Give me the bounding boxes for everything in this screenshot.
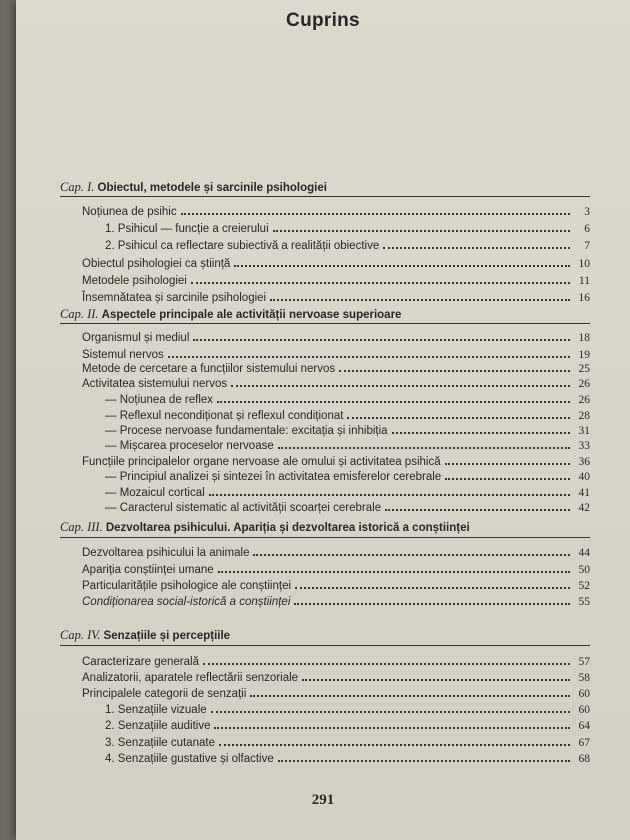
entry-label: Organismul și mediul: [82, 332, 190, 344]
entry-label: — Principiul analizei și sintezei în activitatea emisferelor cerebrale: [105, 471, 442, 483]
entry-page: 40: [578, 471, 590, 483]
entry-label: 2. Senzațiile auditive: [105, 720, 211, 732]
toc-entry[interactable]: [82, 273, 590, 287]
chapter-title: Dezvoltarea psihicului. Apariția și dezvoltarea istorică a conștiinței: [105, 522, 470, 534]
chapter-number: Cap. IV.: [60, 628, 101, 642]
entry-page: 3: [584, 206, 590, 218]
entry-label: — Procese nervoase fundamentale: excitația și inhibiția: [105, 425, 388, 437]
entry-page: 16: [578, 292, 590, 304]
leader-dots: [445, 469, 570, 480]
entry-label: Metode de cercetare a funcțiilor sistemului nervos: [82, 363, 336, 375]
entry-page: 26: [578, 378, 590, 390]
leader-dots: [445, 454, 570, 465]
chapter-number: Cap. III.: [60, 520, 103, 534]
entry-label: Metodele psihologiei: [82, 275, 187, 287]
leader-dots: [193, 330, 570, 341]
entry-page: 58: [578, 672, 590, 684]
leader-dots: [191, 273, 570, 284]
entry-label: Activitatea sistemului nervos: [82, 378, 228, 390]
entry-label: 2. Psihicul ca reflectare subiectivă a realității obiective: [105, 240, 380, 252]
entry-page: 6: [584, 223, 590, 235]
chapter-title: Aspectele principale ale activității nervoase superioare: [101, 309, 402, 321]
entry-page: 18: [578, 332, 590, 344]
entry-label: Caracterizare generală: [82, 656, 199, 668]
entry-page: 52: [578, 580, 590, 592]
toc-entry[interactable]: [105, 469, 590, 483]
chapter-title: Obiectul, metodele și sarcinile psihologiei: [97, 182, 327, 194]
toc-entry[interactable]: [105, 751, 590, 765]
leader-dots: [253, 545, 570, 556]
leader-dots: [168, 347, 570, 358]
entry-page: 25: [578, 363, 590, 375]
toc-entry[interactable]: [105, 408, 590, 422]
toc-entry[interactable]: [105, 485, 590, 499]
chapter-heading: [60, 180, 327, 195]
entry-page: 36: [578, 456, 590, 468]
leader-dots: [203, 654, 570, 665]
toc-entry[interactable]: [82, 670, 590, 684]
entry-page: 44: [578, 547, 590, 559]
entry-label: Funcțiile principalelor organe nervoase ale omului și activitatea psihică: [82, 456, 441, 468]
toc-entry[interactable]: [82, 454, 590, 468]
toc-entry[interactable]: [105, 718, 590, 732]
chapter-number: Cap. I.: [60, 180, 95, 194]
leader-dots: [278, 438, 570, 449]
entry-page: 55: [578, 596, 590, 608]
entry-page: 41: [578, 487, 590, 499]
entry-page: 10: [578, 258, 590, 270]
entry-page: 68: [578, 753, 590, 765]
entry-label: 1. Senzațiile vizuale: [105, 704, 207, 716]
toc-entry[interactable]: [82, 290, 590, 304]
entry-page: 26: [578, 394, 590, 406]
entry-label: 3. Senzațiile cutanate: [105, 737, 215, 749]
chapter-number: Cap. II.: [60, 307, 99, 321]
entry-label: Analizatorii, aparatele reflectării senzoriale: [82, 672, 299, 684]
page-title: Cuprins: [286, 10, 360, 31]
toc-entry[interactable]: [105, 221, 590, 235]
toc-entry[interactable]: [82, 204, 590, 218]
toc-entry[interactable]: [105, 438, 590, 452]
leader-dots: [392, 423, 570, 434]
entry-page: 57: [578, 656, 590, 668]
entry-page: 28: [578, 410, 590, 422]
entry-label: Noțiunea de psihic: [82, 206, 177, 218]
leader-dots: [273, 221, 570, 232]
chapter-heading: [60, 307, 401, 322]
leader-dots: [211, 702, 570, 713]
entry-page: 60: [578, 704, 590, 716]
toc-entry[interactable]: [105, 500, 590, 514]
toc-entry[interactable]: [82, 686, 590, 700]
chapter-rule: [60, 645, 590, 646]
leader-dots: [294, 594, 570, 605]
leader-dots: [209, 485, 570, 496]
toc-entry[interactable]: [82, 594, 590, 608]
leader-dots: [278, 751, 570, 762]
chapter-heading: [60, 628, 230, 643]
toc-entry[interactable]: [82, 256, 590, 270]
leader-dots: [383, 238, 570, 249]
toc-entry[interactable]: [105, 423, 590, 437]
entry-label: — Caracterul sistematic al activității scoarței cerebrale: [105, 502, 382, 514]
entry-label: Dezvoltarea psihicului la animale: [82, 547, 250, 559]
leader-dots: [302, 670, 570, 681]
entry-label: Apariția conștiinței umane: [82, 564, 214, 576]
entry-page: 33: [578, 440, 590, 452]
entry-label: Condiționarea social-istorică a conștiinței: [82, 596, 291, 608]
entry-label: Particularitățile psihologice ale conștiinței: [82, 580, 292, 592]
entry-page: 67: [578, 737, 590, 749]
chapter-title: Senzațiile și percepțiile: [103, 630, 231, 642]
toc-entry[interactable]: [82, 330, 590, 344]
entry-page: 11: [578, 275, 590, 287]
leader-dots: [181, 204, 570, 215]
toc-entry[interactable]: [82, 545, 590, 559]
entry-label: Sistemul nervos: [82, 349, 164, 361]
entry-label: Obiectul psihologiei ca știință: [82, 258, 231, 270]
entry-page: 60: [578, 688, 590, 700]
leader-dots: [214, 718, 570, 729]
toc-entry[interactable]: [105, 238, 590, 252]
entry-label: 1. Psihicul — funcție a creierului: [105, 223, 269, 235]
leader-dots: [231, 376, 570, 387]
leader-dots: [219, 735, 570, 746]
chapter-rule: [60, 537, 590, 538]
leader-dots: [295, 578, 570, 589]
leader-dots: [339, 361, 570, 372]
chapter-rule: [60, 323, 590, 324]
toc-entry[interactable]: [82, 347, 590, 361]
toc-entry[interactable]: [82, 578, 590, 592]
toc-entry[interactable]: [105, 702, 590, 716]
entry-label: — Noțiunea de reflex: [105, 394, 214, 406]
page-number: 291: [311, 792, 335, 808]
leader-dots: [217, 392, 570, 403]
chapter-heading: [60, 520, 470, 535]
toc-entry[interactable]: [105, 735, 590, 749]
toc-entry[interactable]: [82, 376, 590, 390]
toc-entry[interactable]: [82, 654, 590, 668]
leader-dots: [218, 562, 570, 573]
book-page: [16, 0, 630, 840]
entry-page: 7: [584, 240, 590, 252]
entry-label: — Mișcarea proceselor nervoase: [105, 440, 274, 452]
entry-page: 50: [578, 564, 590, 576]
leader-dots: [234, 256, 570, 267]
entry-page: 31: [578, 425, 590, 437]
entry-page: 64: [578, 720, 590, 732]
entry-label: 4. Senzațiile gustative și olfactive: [105, 753, 274, 765]
leader-dots: [385, 500, 570, 511]
toc-entry[interactable]: [82, 361, 590, 375]
entry-page: 19: [578, 349, 590, 361]
leader-dots: [250, 686, 570, 697]
leader-dots: [270, 290, 570, 301]
chapter-rule: [60, 196, 590, 197]
leader-dots: [347, 408, 570, 419]
toc-entry[interactable]: [82, 562, 590, 576]
entry-label: — Reflexul necondiționat și reflexul condiționat: [105, 410, 344, 422]
entry-page: 42: [578, 502, 590, 514]
entry-label: — Mozaicul cortical: [105, 487, 205, 499]
entry-label: Însemnătatea și sarcinile psihologiei: [82, 292, 267, 304]
toc-entry[interactable]: [105, 392, 590, 406]
entry-label: Principalele categorii de senzații: [82, 688, 247, 700]
